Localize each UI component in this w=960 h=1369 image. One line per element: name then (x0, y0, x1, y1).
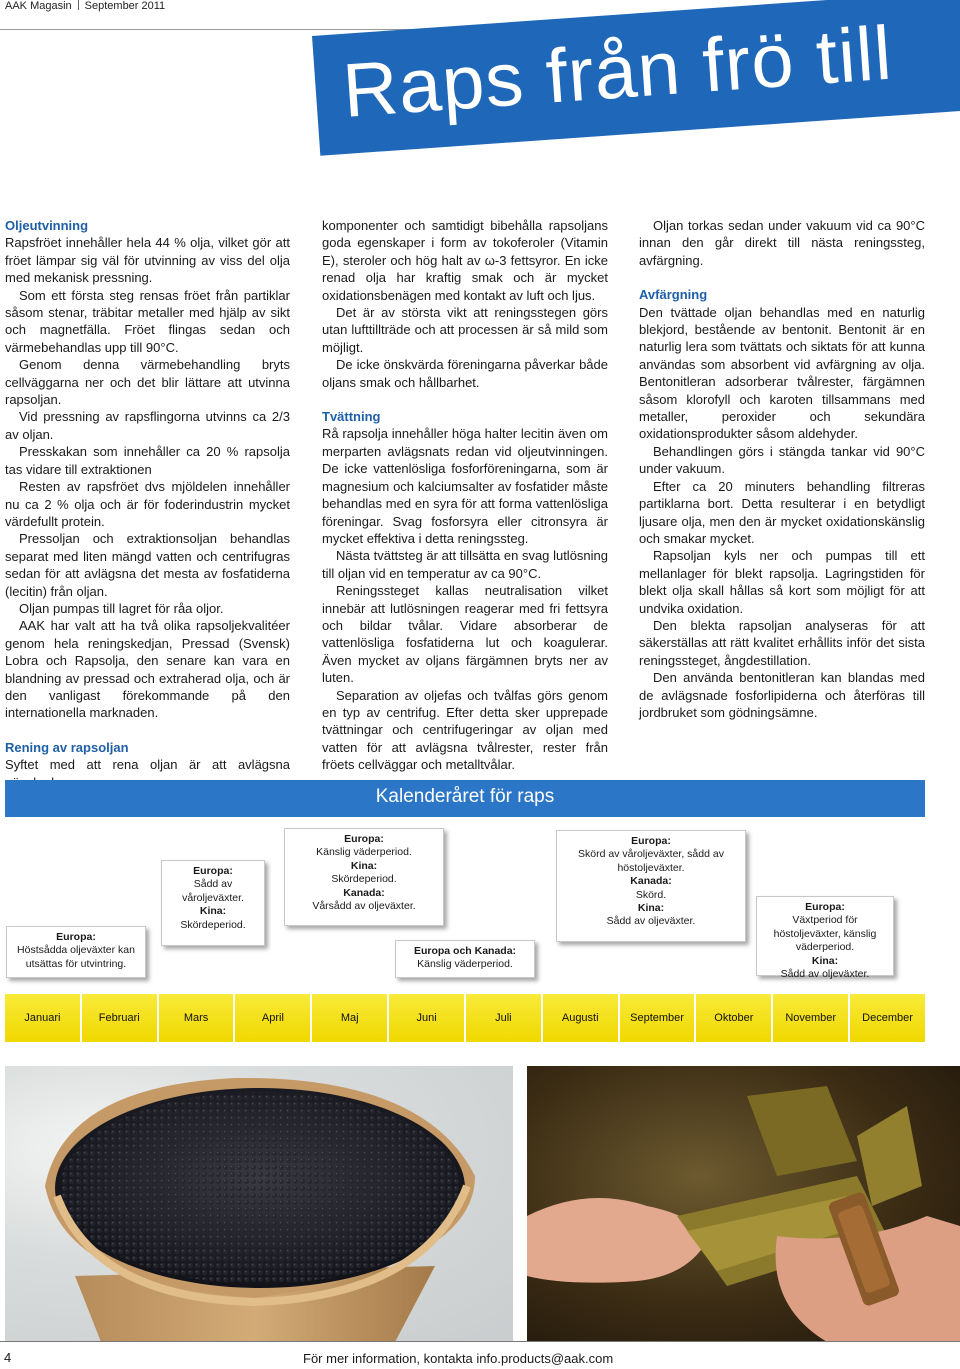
text-column-2 (322, 217, 608, 774)
calendar-region-label: Europa: (56, 931, 96, 943)
calendar-note-text: Känslig väderperiod. (417, 958, 513, 971)
month-cell: Oktober (696, 994, 771, 1042)
header-divider (78, 0, 79, 10)
paragraph: Den använda bentonitleran kan blandas med de avlägsnade fosforlipiderna och återföras till jordbruket som gödningsämne. (639, 670, 925, 720)
calendar-region-label: Europa: (631, 835, 671, 847)
month-cell: Januari (5, 994, 80, 1042)
calendar-region-label: Kanada: (343, 886, 385, 899)
calendar-note-box (161, 860, 265, 946)
issue-date: September 2011 (84, 0, 166, 12)
page-number: 4 (4, 1350, 12, 1365)
paragraph: Syftet med att rena oljan är att avlägsna (5, 757, 290, 773)
calendar-note-text: Skörd av våroljeväxter, sådd av höstoljeväxter. (578, 848, 724, 874)
month-cell: Mars (159, 994, 234, 1042)
paragraph: Oljan torkas sedan under vakuum vid ca 90°C innan den går direkt till nästa reningssteg, avfärgning. (639, 218, 925, 268)
calendar-note-box (395, 940, 535, 978)
calendar-months (5, 994, 925, 1042)
calendar-note-box (284, 828, 444, 926)
paragraph: Som ett första steg rensas fröet från partiklar såsom stenar, träbitar metaller med hjälp av sikt och magnetfälla. Fröet flingas sedan och värmebehandlas upp till 90°C. (5, 287, 290, 355)
calendar-region-label: Kanada: (630, 875, 672, 888)
calendar-region-label: Kina: (637, 902, 665, 915)
month-cell: Februari (82, 994, 157, 1042)
calendar-region-label: Europa: (805, 901, 845, 913)
paragraph: Den tvättade oljan behandlas med en naturlig blekjord, bestående av bentonit. Bentonit är en naturlig lera som tvättats och siktats för att kunna användas som absorbent vid avfärgning av olja. Bentonitleran adsorberar tvålrester, färgämnen såsom klorofyll och karoten tillsammans med metaller, peroxider och sekundära oxidationsprodukter såsom aldehyder. (639, 304, 925, 442)
page-header (5, 0, 165, 12)
month-cell: September (620, 994, 695, 1042)
calendar-region-label: Kina: (350, 859, 378, 872)
paragraph: Resten av rapsfröet dvs mjöldelen innehåller nu ca 2 % olja och är för foderindustrin mycket värdefullt protein. (5, 479, 290, 529)
calendar-note-text: Höstsådda oljeväxter kan utsättas för utvintring. (17, 944, 135, 970)
month-cell: Augusti (543, 994, 618, 1042)
calendar-note-text: Sådd av oljeväxter. (780, 968, 870, 981)
rapeseed-bag-illustration (5, 1066, 513, 1342)
paragraph: Reningssteget kallas neutralisation vilket innebär att lutlösningen reagerar med fri fettsyra och bildar tvålar. Vidare absorberar de vattenlösliga fosfatiderna lut och koagulerar. Även mycket av oljans färgämnen bryts ner av luten. (322, 583, 608, 686)
calendar-region-label: Kina: (199, 905, 227, 918)
calendar-note-box (6, 926, 146, 978)
heading-rening: Rening av rapsoljan (5, 739, 129, 755)
paragraph: Vid pressning av rapsflingorna utvinns ca 2/3 av oljan. (5, 409, 290, 442)
calendar-region-label: Europa: (344, 833, 384, 845)
month-cell: April (235, 994, 310, 1042)
calendar-note-text: Växtperiod för höstoljeväxter, känslig väderperiod. (773, 914, 877, 954)
paragraph: Rå rapsolja innehåller höga halter lecitin även om merparten avlägsnats redan vid oljeutvinningen. De icke vattenlösliga fosforföreningarna, som är magnesium och kalciumsalter av fosfatider måste behandlas med en syra för att forma vattenlösliga föreningar. Svag fosforsyra eller citronsyra är mycket effektiva i detta reningssteg. (322, 426, 608, 546)
calendar-region-label: Europa och Kanada: (413, 945, 517, 957)
paragraph: komponenter och samtidigt bibehålla rapsoljans goda egenskaper i form av tokoferoler (Vitamin E), steroler och hög halt av ω-3 fettsyror. En icke renad olja har kraftig smak och är mycket oxidationsbenägen med kontakt av luft och ljus. (322, 218, 608, 303)
press-cake-illustration (527, 1066, 960, 1342)
calendar-note-text: Skördeperiod. (331, 873, 397, 886)
month-cell: November (773, 994, 848, 1042)
month-cell: Juni (389, 994, 464, 1042)
calendar-region-label: Europa: (193, 865, 233, 877)
calendar-title-bar (5, 780, 925, 817)
calendar-note-text: Skörd. (635, 888, 667, 901)
calendar-note-text: Vårsådd av oljeväxter. (312, 900, 416, 913)
month-cell: Maj (312, 994, 387, 1042)
footer-contact: För mer information, kontakta info.products@aak.com (303, 1351, 614, 1366)
paragraph: De icke önskvärda föreningarna påverkar både oljans smak och hållbarhet. (322, 357, 608, 390)
month-cell: December (850, 994, 925, 1042)
paragraph: Rapsoljan kyls ner och pumpas till ett mellanlager för blekt rapsolja. Lagringstiden för blekt olja skall hållas så kort som möjligt för att undvika oxidation. (639, 548, 925, 616)
text-column-3 (639, 217, 925, 721)
calendar-note-text: Sådd av våroljeväxter. (182, 878, 244, 904)
calendar-note-text: Skördeperiod. (180, 918, 246, 931)
paragraph: Oljan pumpas till lagret för råa oljor. (19, 600, 224, 616)
paragraph: Presskakan som innehåller ca 20 % rapsolja tas vidare till extraktionen (5, 444, 290, 477)
paragraph: Nästa tvättsteg är att tillsätta en svag lutlösning till oljan vid en temperatur av ca 90°C. (322, 548, 608, 581)
paragraph: Rapsfröet innehåller hela 44 % olja, vilket gör att fröet lämpar sig väl för utvinning av viss del olja med mekanisk pressning. (5, 235, 290, 286)
text-column-1 (5, 217, 290, 791)
heading-tvattning: Tvättning (322, 409, 381, 425)
press-cake-photo (527, 1066, 960, 1342)
paragraph: AAK har valt att ha två olika rapsoljekvalitéer genom hela reningskedjan, Pressad (Svensk) Lobra och Rapsolja, den senare kan vara en blandning av pressad och extraherad olja, och är den vanligast förekommande på den internationella marknaden. (5, 618, 290, 721)
article-title: Raps från frö till (340, 10, 895, 134)
heading-oljeutvinning: Oljeutvinning (5, 218, 89, 233)
footer-rule (0, 1341, 960, 1342)
heading-avfargning: Avfärgning (639, 287, 708, 303)
paragraph: Det är av största vikt att reningsstegen görs utan lufttillträde och att processen är så mild som möjligt. (322, 305, 608, 355)
paragraph: Behandlingen görs i stängda tankar vid 90°C under vakuum. (639, 443, 925, 477)
calendar-note-box (556, 830, 746, 942)
paragraph: Efter ca 20 minuters behandling filtreras partiklarna bort. Detta resulterar i en betydligt ljusare olja, men den är mycket oxidationskänslig och smakar mycket. (639, 478, 925, 546)
paragraph: Den blekta rapsoljan analyseras för att säkerställas att rätt kvalitet erhållits inför det sista reningssteget, ångdestillation. (639, 617, 925, 668)
month-cell: Juli (466, 994, 541, 1042)
paragraph: Genom denna värmebehandling bryts cellväggarna ner och det blir lättare att utvinna rapsoljan. (5, 357, 290, 408)
calendar-note-box (756, 896, 894, 981)
magazine-name: AAK Magasin (5, 0, 72, 12)
paragraph: Pressoljan och extraktionsoljan behandlas separat med liten mängd vatten och centrifugras sedan för att avlägsna det mesta av fosfatiderna (lecitin) från oljan. (5, 531, 290, 599)
paragraph: Separation av oljefas och tvålfas görs genom en typ av centrifug. Efter detta sker upprepade tvättningar och centrifugeringar av oljan med vatten för att avlägsna tvålrester, rester från fröets cellväggar och metalltvålar. (322, 687, 608, 773)
calendar-note-text: Känslig väderperiod. (316, 846, 412, 859)
calendar-title: Kalenderåret för raps (375, 786, 555, 807)
rapeseed-bag-photo (5, 1066, 513, 1342)
calendar-note-text: Sådd av oljeväxter. (606, 915, 696, 928)
calendar-region-label: Kina: (811, 954, 839, 967)
